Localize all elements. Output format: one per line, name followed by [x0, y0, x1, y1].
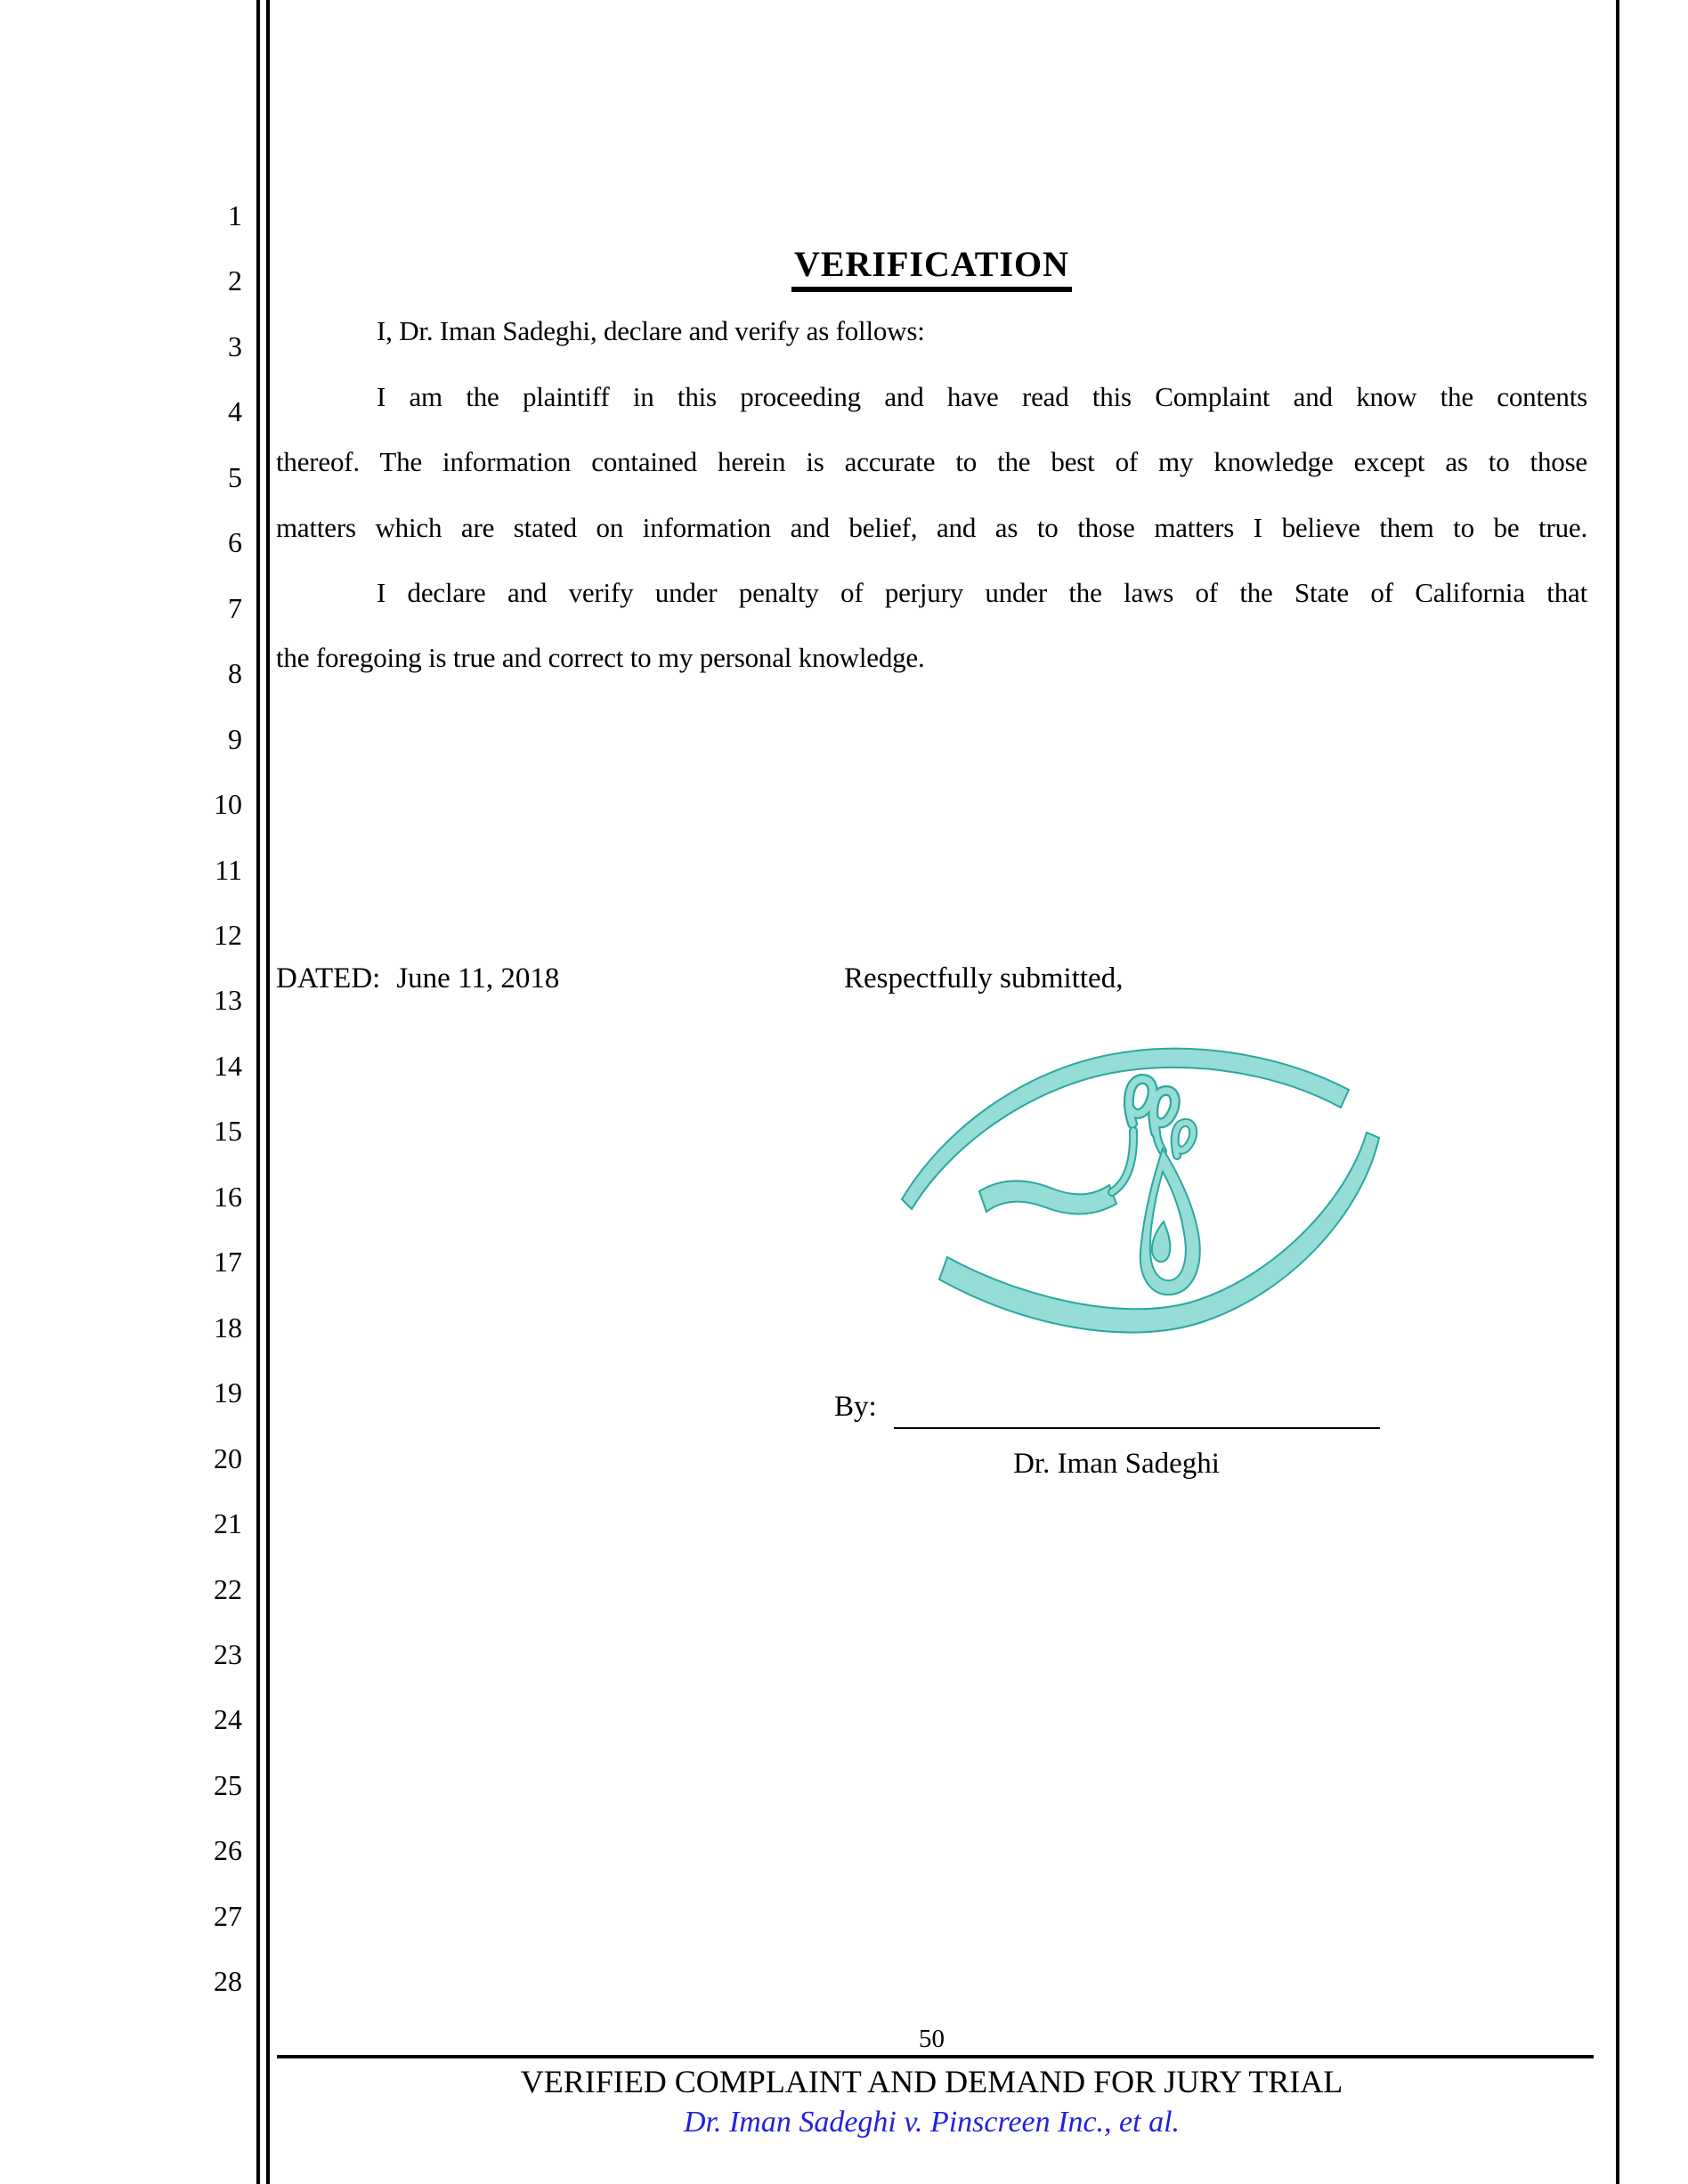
line-number: 19: [214, 1376, 242, 1409]
body-line-3: matters which are stated on information and belief, and as to those matters I believe them to be true.: [276, 511, 1587, 543]
signature-teardrop: [1140, 1149, 1200, 1295]
dated-label: DATED:: [276, 962, 381, 995]
line-number: 2: [228, 264, 242, 297]
footer-case-caption: Dr. Iman Sadeghi v. Pinscreen Inc., et al.: [683, 2106, 1181, 2139]
signature-line: [894, 1427, 1380, 1429]
line-number: 25: [214, 1768, 242, 1801]
line-number: 7: [228, 591, 242, 624]
line-number: 16: [214, 1180, 242, 1213]
perjury-line-1: I declare and verify under penalty of perjury under the laws of the State of California that: [377, 577, 1587, 608]
line-number: 22: [214, 1572, 242, 1605]
line-number: 17: [214, 1246, 242, 1279]
dated-value: June 11, 2018: [396, 962, 560, 995]
line-number: 28: [214, 1965, 242, 1998]
signature-graphic: [846, 1015, 1469, 1389]
signature-eye-icon: [846, 1015, 1469, 1389]
line-number: 27: [214, 1899, 242, 1932]
line-number: 24: [214, 1703, 242, 1736]
section-title-text: VERIFICATION: [791, 244, 1072, 292]
line-number: 6: [228, 526, 242, 559]
paragraph-body: [276, 364, 1587, 560]
line-number: 3: [228, 329, 242, 362]
line-number: 8: [228, 657, 242, 690]
right-margin-rule: [1616, 0, 1619, 2184]
footer-title: VERIFIED COMPLAINT AND DEMAND FOR JURY TRIAL: [520, 2064, 1343, 2099]
line-number: 20: [214, 1441, 242, 1474]
section-title: [276, 242, 1587, 287]
line-number: 13: [214, 984, 242, 1017]
intro-line: I, Dr. Iman Sadeghi, declare and verify as follows:: [377, 315, 925, 346]
line-number: 10: [214, 788, 242, 821]
line-number: 11: [215, 853, 242, 886]
body-line-1: I am the plaintiff in this proceeding and have read this Complaint and know the contents: [377, 381, 1587, 412]
left-margin-rule-inner: [266, 0, 270, 2184]
line-number: 21: [214, 1507, 242, 1540]
line-number: 23: [214, 1637, 242, 1670]
line-number: 18: [214, 1311, 242, 1344]
signature-inner-drop: [1152, 1222, 1170, 1262]
line-number: 12: [214, 918, 242, 951]
left-margin-rule-outer: [256, 0, 260, 2184]
by-label: By:: [834, 1391, 877, 1423]
line-number: 14: [214, 1049, 242, 1082]
perjury-line-2: the foregoing is true and correct to my personal knowledge.: [276, 642, 925, 674]
signatory-name: Dr. Iman Sadeghi: [1013, 1448, 1220, 1480]
line-number: 9: [228, 722, 242, 755]
signature-middle-dash: [979, 1181, 1116, 1214]
footer-rule: [277, 2055, 1594, 2058]
line-number-column: [125, 183, 242, 2015]
line-number: 15: [214, 1115, 242, 1148]
page-number: 50: [919, 2025, 945, 2053]
line-number: 4: [228, 395, 242, 428]
paragraph-intro: [276, 298, 1587, 363]
respectfully-submitted-label: Respectfully submitted,: [844, 962, 1124, 995]
paragraph-perjury: [276, 560, 1587, 691]
line-number: 1: [228, 199, 242, 231]
line-number: 26: [214, 1834, 242, 1867]
body-line-2: thereof. The information contained herein is accurate to the best of my knowledge except as to those: [276, 446, 1587, 478]
line-number: 5: [228, 460, 242, 493]
